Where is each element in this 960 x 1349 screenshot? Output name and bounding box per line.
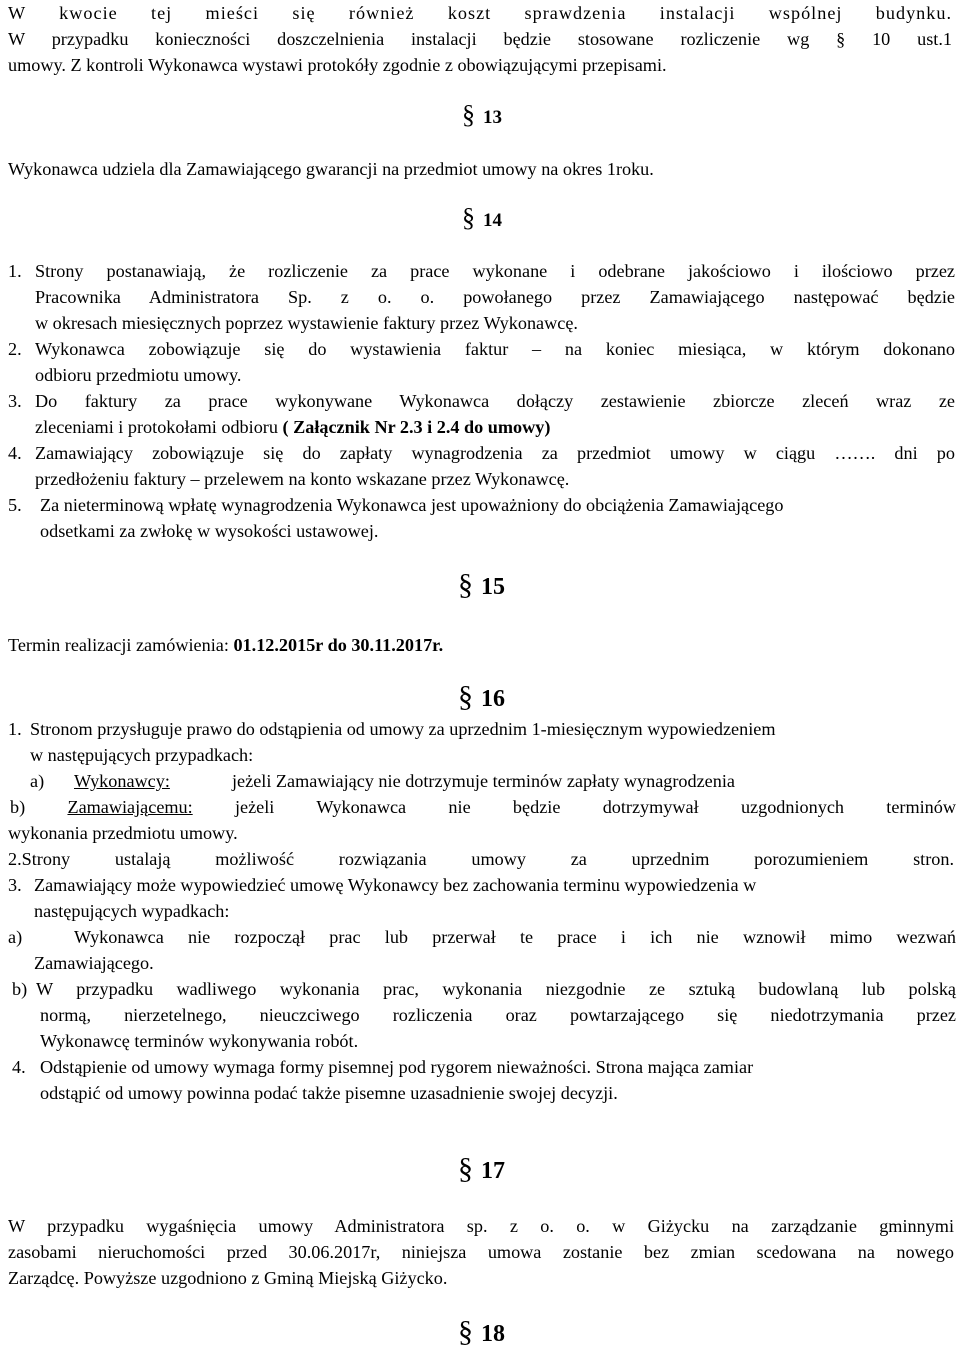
paragraph-sign: § — [462, 203, 475, 232]
s14-item-1-line-1: Strony postanawiają, że rozliczenie za prace wykonane i odebrane jakościowo i ilościowo przez — [35, 261, 955, 281]
section-15-text — [8, 632, 952, 658]
completion-date-label: Termin realizacji zamówienia: — [8, 635, 229, 655]
section-15-heading — [458, 570, 505, 602]
s16-item-b-line-1 — [10, 794, 956, 820]
completion-date-value: 01.12.2015r do 30.11.2017r. — [233, 635, 444, 655]
section-14-heading — [462, 203, 502, 236]
s16-item-3b-label: b) — [12, 979, 28, 999]
s16-item-4-number: 4. — [12, 1057, 26, 1077]
s14-item-4-line-1: Zamawiający zobowiązuje się do zapłaty wynagrodzenia za przedmiot umowy w ciągu ……. dni po — [35, 443, 955, 463]
s16-item-a — [30, 768, 955, 794]
s14-item-3-number: 3. — [8, 391, 22, 411]
s16-item-3b-line-2: normą, nierzetelnego, nieuczciwego rozliczenia oraz powtarzającego się niedotrzymania przez — [40, 1005, 956, 1025]
s16-item-3-line-1: Zamawiający może wypowiedzieć umowę Wykonawcy bez zachowania terminu wypowiedzenia w — [34, 875, 757, 895]
item-label: a) — [30, 771, 45, 791]
section-13-text: Wykonawca udziela dla Zamawiającego gwarancji na przedmiot umowy na okres 1roku. — [8, 159, 654, 179]
s14-item-2-number: 2. — [8, 339, 22, 359]
s14-item-4-line-2: przedłożeniu faktury – przelewem na konto wskazane przez Wykonawcę. — [35, 469, 570, 489]
intro-line-1: W kwocie tej mieści się również koszt sprawdzenia instalacji wspólnej budynku. — [8, 3, 952, 23]
s14-item-5-line-2: odsetkami za zwłokę w wysokości ustawowej. — [40, 521, 379, 541]
s16-item-b-line-2: wykonania przedmiotu umowy. — [8, 823, 238, 843]
s16-item-4-line-2: odstąpić od umowy powinna podać także pisemne uzasadnienie swojej decyzji. — [40, 1083, 618, 1103]
intro-line-3: umowy. Z kontroli Wykonawca wystawi protokóły zgodnie z obowiązującymi przepisami. — [8, 55, 667, 75]
s14-item-5-line-1: Za nieterminową wpłatę wynagrodzenia Wykonawca jest upoważniony do obciążenia Zamawiającego — [40, 495, 784, 515]
party-name: Zamawiającemu: — [67, 797, 193, 817]
s16-item-2: 2.Strony ustalają możliwość rozwiązania umowy za uprzednim porozumieniem stron. — [8, 849, 954, 869]
section-number: 16 — [481, 686, 505, 712]
s16-item-3a-line-1: Wykonawca nie rozpoczął prac lub przerwał te prace i ich nie wznowił mimo wezwań — [74, 927, 956, 947]
attachment-reference: ( Załącznik Nr 2.3 i 2.4 do umowy) — [282, 417, 551, 437]
s16-item-1-number: 1. — [8, 719, 22, 739]
s14-item-4-number: 4. — [8, 443, 22, 463]
paragraph-sign: § — [458, 1315, 473, 1348]
s16-item-3a-line-2: Zamawiającego. — [34, 953, 154, 973]
s16-item-3a-label: a) — [8, 927, 23, 947]
section-number: 18 — [481, 1321, 505, 1347]
s16-item-4-line-1: Odstąpienie od umowy wymaga formy pisemnej pod rygorem nieważności. Strona mająca zamiar — [40, 1057, 754, 1077]
section-16-heading — [458, 682, 505, 714]
section-17-line-3: Zarządcę. Powyższe uzgodniono z Gminą Miejską Giżycko. — [8, 1268, 448, 1288]
s16-item-3-line-2: następujących wypadkach: — [34, 901, 230, 921]
s14-item-2-line-2: odbioru przedmiotu umowy. — [35, 365, 242, 385]
section-17-line-2: zasobami nieruchomości przed 30.06.2017r, niniejsza umowa zostanie bez zmian scedowana na nowego — [8, 1242, 954, 1262]
paragraph-sign: § — [458, 680, 473, 713]
s14-item-3-text: zleceniami i protokołami odbioru — [35, 417, 278, 437]
section-number: 17 — [481, 1158, 505, 1184]
s16-item-3b-line-3: Wykonawcę terminów wykonywania robót. — [40, 1031, 359, 1051]
s14-item-1-line-3: w okresach miesięcznych poprzez wystawienie faktury przez Wykonawcę. — [35, 313, 578, 333]
section-number: 13 — [483, 107, 502, 128]
item-label: b) — [10, 797, 26, 817]
section-number: 15 — [481, 574, 505, 600]
s14-item-1-line-2: Pracownika Administratora Sp. z o. o. powołanego przez Zamawiającego następować będzie — [35, 287, 955, 307]
s16-item-3b-line-1: W przypadku wadliwego wykonania prac, wykonania niezgodnie ze sztuką budowlaną lub polską — [36, 979, 956, 999]
paragraph-sign: § — [458, 568, 473, 601]
paragraph-sign: § — [462, 100, 475, 129]
item-text: jeżeli Zamawiający nie dotrzymuje terminów zapłaty wynagrodzenia — [232, 771, 735, 791]
section-number: 14 — [483, 210, 502, 231]
s14-item-5-number: 5. — [8, 495, 22, 515]
intro-line-2: W przypadku konieczności doszczelnienia instalacji będzie stosowane rozliczenie wg § 10 ust.1 — [8, 29, 952, 49]
section-13-heading — [462, 100, 502, 133]
s16-item-1-line-2: w następujących przypadkach: — [30, 745, 254, 765]
s14-item-2-line-1: Wykonawca zobowiązuje się do wystawienia faktur – na koniec miesiąca, w którym dokonano — [35, 339, 955, 359]
s14-item-3-line-2 — [35, 414, 955, 440]
section-17-heading — [458, 1154, 505, 1186]
paragraph-sign: § — [458, 1152, 473, 1185]
section-17-line-1: W przypadku wygaśnięcia umowy Administratora sp. z o. o. w Giżycku na zarządzanie gminnymi — [8, 1216, 954, 1236]
item-text: jeżeli Wykonawca nie będzie dotrzymywał uzgodnionych terminów — [234, 797, 956, 817]
section-18-heading — [458, 1317, 505, 1349]
party-name: Wykonawcy: — [74, 771, 170, 791]
s16-item-3-number: 3. — [8, 875, 22, 895]
s14-item-1-number: 1. — [8, 261, 22, 281]
s14-item-3-line-1: Do faktury za prace wykonywane Wykonawca dołączy zestawienie zbiorcze zleceń wraz ze — [35, 391, 955, 411]
s16-item-1-line-1: Stronom przysługuje prawo do odstąpienia od umowy za uprzednim 1-miesięcznym wypowiedzeniem — [30, 719, 776, 739]
